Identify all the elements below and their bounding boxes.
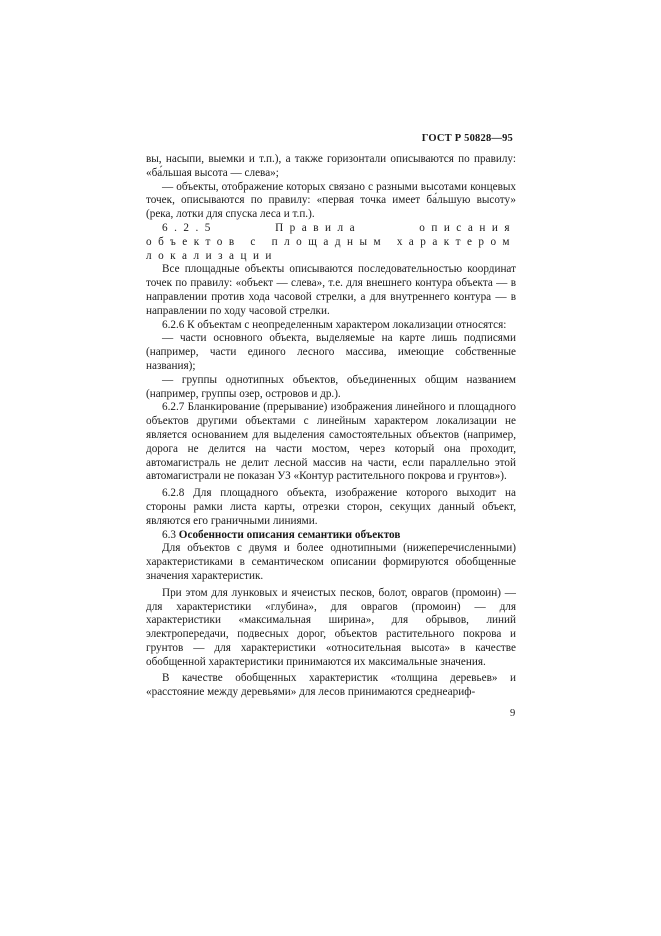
list-item: — группы однотипных объектов, объединенных общим названием (например, группы озер, островов и др.). [146, 373, 516, 400]
paragraph: При этом для лунковых и ячеистых песков, болот, оврагов (промоин) — для характеристики «глубина», для оврагов (промоин) — для характеристики «максимальная ширина», для обрывов, линий электропередачи, подвесных дорог, объектов растительного покрова и грунтов — для характеристики «относительная высота» в качестве обобщенной характеристики принимаются их максимальные значения. [146, 586, 516, 668]
paragraph: В качестве обобщенных характеристик «толщина деревьев» и «расстояние между деревьями» для лесов принимаются среднеариф- [146, 672, 516, 699]
section-heading-6-3 [146, 529, 516, 543]
paragraph: — объекты, отображение которых связано с разными высотами концевых точек, описываются по правилу: «первая точка имеет ба́льшую высоту» (река, лотки для спуска леса и т.п.). [146, 180, 516, 221]
section-number: 6.3 [162, 528, 176, 541]
paragraph: Для объектов с двумя и более однотипными (нижеперечисленными) характеристиками в семантическом описании формируются обобщенные значения характеристик. [146, 542, 516, 582]
paragraph: 6.2.7 Бланкирование (прерывание) изображения линейного и площадного объектов другими объектами с линейным характером локализации не является основанием для выделения самостоятельных объектов (например, дорога не делится на части мостом, через который она проходит, автомагистраль не делит лесной массив на части, если параллельно этой автомагистрали не показан УЗ «Контур растительного покрова и грунтов»). [146, 401, 516, 483]
paragraph: вы, насыпи, выемки и т.п.), а также горизонтали описываются по правилу: «ба́льшая высота — слева»; [146, 153, 516, 179]
paragraph: 6.2.6 К объектам с неопределенным характером локализации относятся: [162, 318, 507, 331]
paragraph: 6.2.8 Для площадного объекта, изображение которого выходит на стороны рамки листа карты, отрезки сторон, секущих данный объект, являются его граничными линиями. [146, 487, 516, 527]
page-number: 9 [510, 708, 516, 719]
section-heading-6-2-5: 6.2.5 Правила описания объектов с площадным характером локализации [146, 221, 516, 262]
body-text [146, 153, 516, 700]
paragraph: Все площадные объекты описываются последовательностью координат точек по правилу: «объект — слева», т.е. для внешнего контура объекта — в направлении против хода часовой стрелки, а для внутреннего контура — в направлении по ходу часовой стрелки. [146, 263, 516, 317]
list-item: — части основного объекта, выделяемые на карте лишь подписями (например, части единого лесного массива, имеющие собственные названия); [146, 332, 516, 372]
standard-code: ГОСТ Р 50828—95 [421, 133, 513, 144]
section-title: Особенности описания семантики объектов [178, 528, 401, 541]
